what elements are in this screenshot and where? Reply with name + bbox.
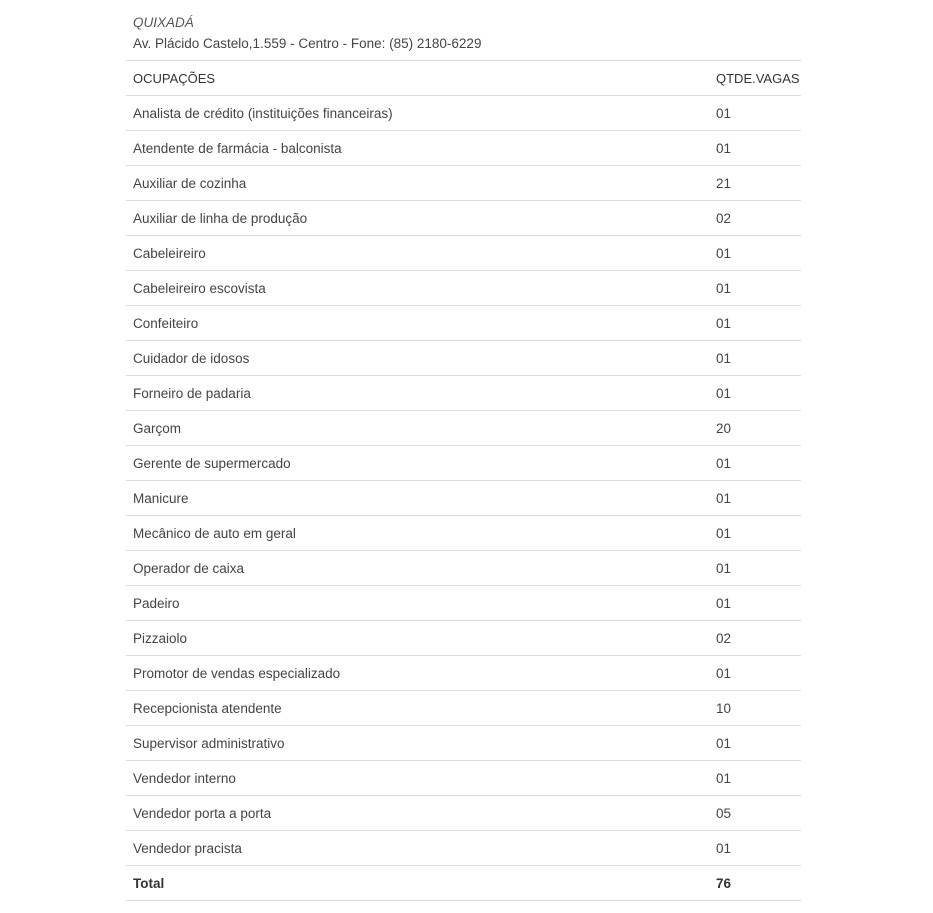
quantity-cell: 01 bbox=[709, 726, 801, 761]
table-row bbox=[126, 341, 801, 376]
occupation-column-header: OCUPAÇÕES bbox=[126, 61, 709, 96]
table-row bbox=[126, 236, 801, 271]
table-row bbox=[126, 656, 801, 691]
table-header-row bbox=[126, 61, 801, 96]
occupation-cell: Pizzaiolo bbox=[126, 621, 709, 656]
occupation-cell: Vendedor porta a porta bbox=[126, 796, 709, 831]
table-row bbox=[126, 271, 801, 306]
table-row bbox=[126, 621, 801, 656]
quantity-cell: 01 bbox=[709, 761, 801, 796]
quantity-cell: 01 bbox=[709, 376, 801, 411]
quantity-cell: 01 bbox=[709, 236, 801, 271]
quantity-cell: 01 bbox=[709, 131, 801, 166]
quantity-column-header: QTDE.VAGAS bbox=[709, 61, 801, 96]
quantity-cell: 01 bbox=[709, 656, 801, 691]
occupation-cell: Garçom bbox=[126, 411, 709, 446]
occupation-cell: Cabeleireiro bbox=[126, 236, 709, 271]
occupation-cell: Atendente de farmácia - balconista bbox=[126, 131, 709, 166]
quantity-cell: 02 bbox=[709, 621, 801, 656]
quantity-cell: 01 bbox=[709, 586, 801, 621]
occupation-cell: Mecânico de auto em geral bbox=[126, 516, 709, 551]
occupation-cell: Confeiteiro bbox=[126, 306, 709, 341]
table-row bbox=[126, 376, 801, 411]
city-name: QUIXADÁ bbox=[133, 15, 194, 30]
quantity-cell: 05 bbox=[709, 796, 801, 831]
table-row bbox=[126, 481, 801, 516]
table-row bbox=[126, 446, 801, 481]
occupation-cell: Supervisor administrativo bbox=[126, 726, 709, 761]
table-row bbox=[126, 201, 801, 236]
total-row bbox=[126, 866, 801, 901]
occupation-cell: Forneiro de padaria bbox=[126, 376, 709, 411]
job-openings-section bbox=[126, 0, 801, 901]
address-line: Av. Plácido Castelo,1.559 - Centro - Fone: (85) 2180-6229 bbox=[133, 36, 482, 51]
table-row bbox=[126, 166, 801, 201]
total-quantity: 76 bbox=[709, 866, 801, 901]
occupation-cell: Gerente de supermercado bbox=[126, 446, 709, 481]
occupation-cell: Operador de caixa bbox=[126, 551, 709, 586]
quantity-cell: 01 bbox=[709, 271, 801, 306]
quantity-cell: 02 bbox=[709, 201, 801, 236]
quantity-cell: 01 bbox=[709, 306, 801, 341]
table-row bbox=[126, 411, 801, 446]
occupation-cell: Auxiliar de linha de produção bbox=[126, 201, 709, 236]
occupation-cell: Recepcionista atendente bbox=[126, 691, 709, 726]
table-row bbox=[126, 306, 801, 341]
vacancies-table bbox=[126, 61, 801, 901]
table-row bbox=[126, 796, 801, 831]
occupation-cell: Vendedor interno bbox=[126, 761, 709, 796]
table-row bbox=[126, 586, 801, 621]
table-body bbox=[126, 96, 801, 866]
occupation-cell: Analista de crédito (instituições financeiras) bbox=[126, 96, 709, 131]
quantity-cell: 01 bbox=[709, 551, 801, 586]
quantity-cell: 20 bbox=[709, 411, 801, 446]
occupation-cell: Promotor de vendas especializado bbox=[126, 656, 709, 691]
occupation-cell: Vendedor pracista bbox=[126, 831, 709, 866]
table-row bbox=[126, 131, 801, 166]
occupation-cell: Padeiro bbox=[126, 586, 709, 621]
table-row bbox=[126, 691, 801, 726]
occupation-cell: Manicure bbox=[126, 481, 709, 516]
table-row bbox=[126, 516, 801, 551]
quantity-cell: 01 bbox=[709, 481, 801, 516]
table-row bbox=[126, 96, 801, 131]
table-row bbox=[126, 761, 801, 796]
quantity-cell: 01 bbox=[709, 96, 801, 131]
location-header bbox=[126, 0, 801, 61]
quantity-cell: 10 bbox=[709, 691, 801, 726]
quantity-cell: 01 bbox=[709, 831, 801, 866]
occupation-cell: Cuidador de idosos bbox=[126, 341, 709, 376]
table-row bbox=[126, 831, 801, 866]
occupation-cell: Auxiliar de cozinha bbox=[126, 166, 709, 201]
quantity-cell: 21 bbox=[709, 166, 801, 201]
quantity-cell: 01 bbox=[709, 516, 801, 551]
occupation-cell: Cabeleireiro escovista bbox=[126, 271, 709, 306]
table-row bbox=[126, 726, 801, 761]
quantity-cell: 01 bbox=[709, 446, 801, 481]
total-label: Total bbox=[126, 866, 709, 901]
table-row bbox=[126, 551, 801, 586]
quantity-cell: 01 bbox=[709, 341, 801, 376]
